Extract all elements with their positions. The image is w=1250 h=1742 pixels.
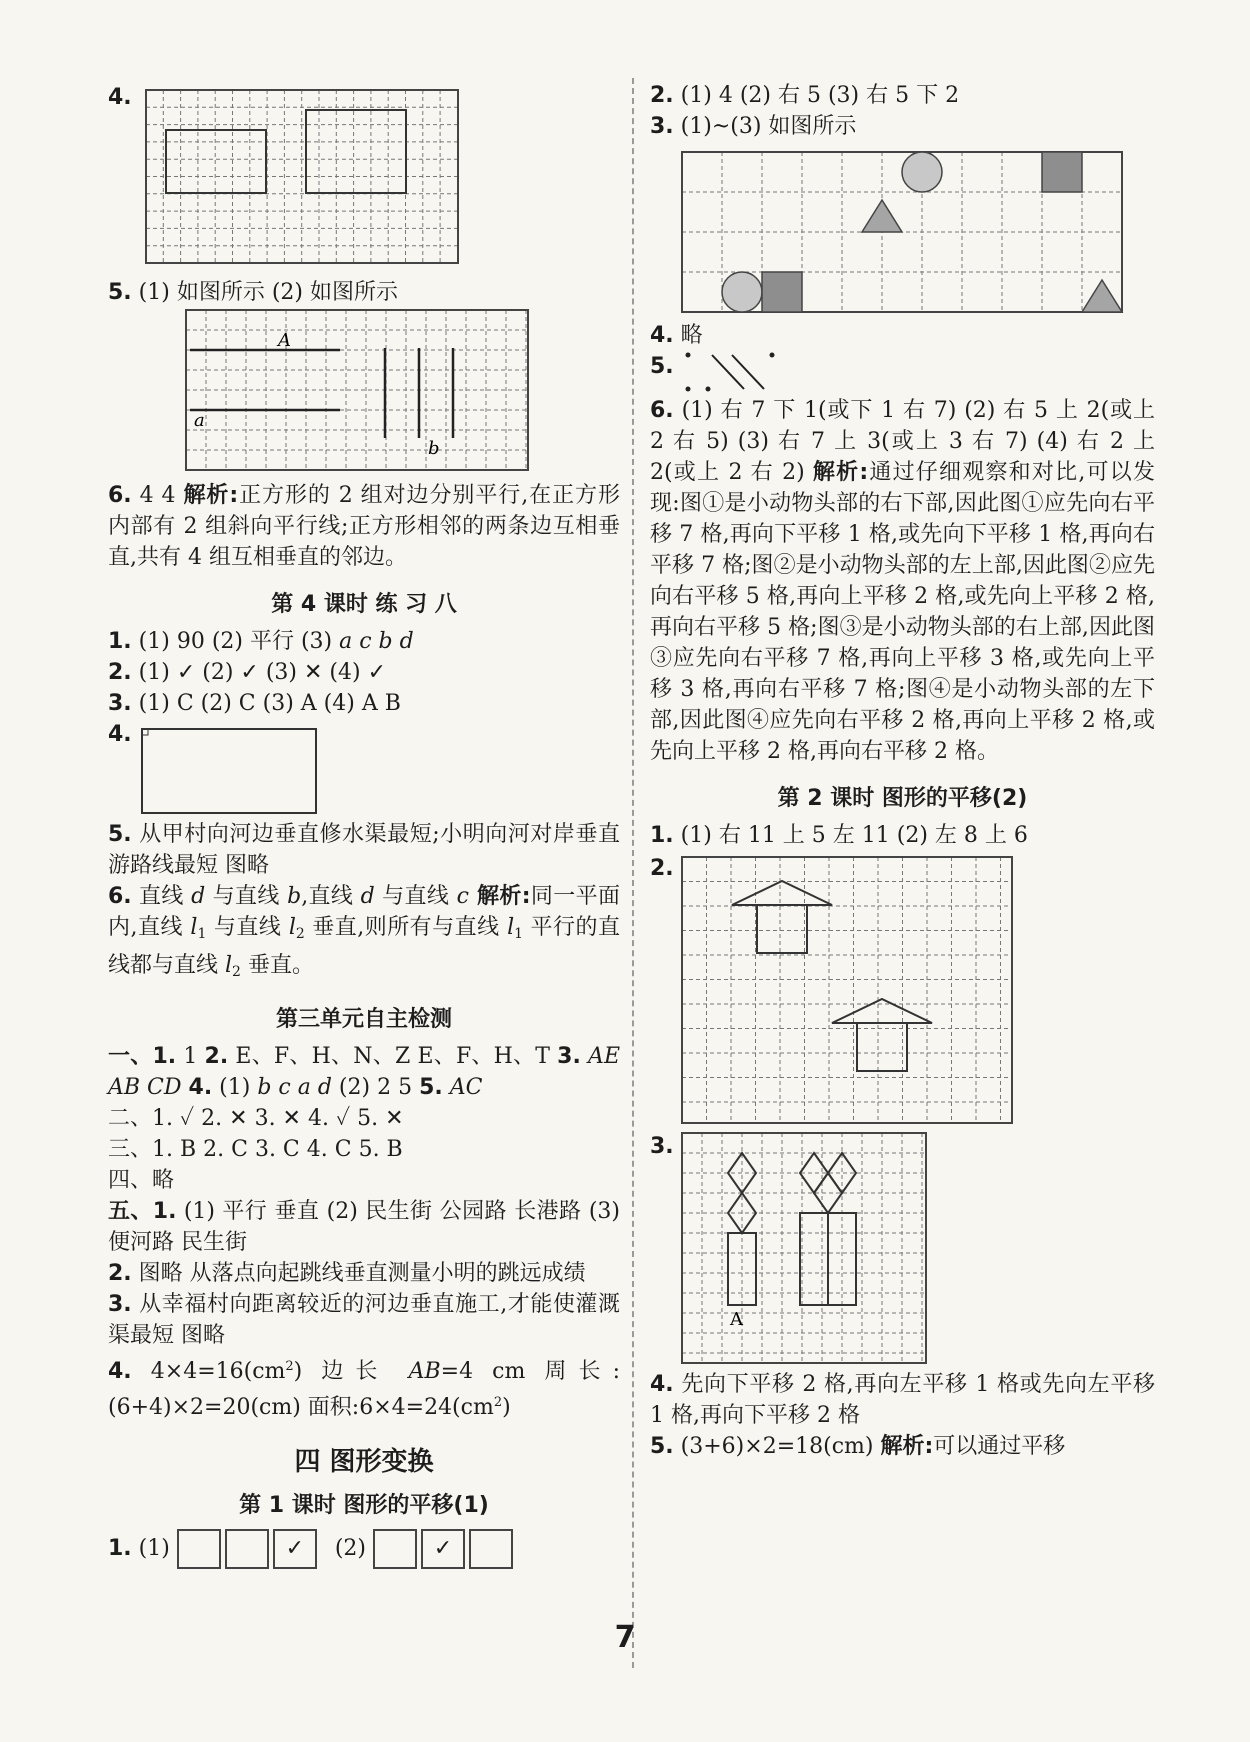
r-q3-figure	[650, 142, 1155, 320]
t: 直线	[139, 884, 192, 909]
triangle-bottom	[1082, 280, 1122, 312]
t: 从幸福村向距离较近的河边垂直施工,才能使灌溉渠最短 图略	[108, 1292, 620, 1348]
n: 5.	[419, 1075, 443, 1100]
l2-q2-num: 2.	[650, 856, 674, 881]
r-q5-num: 5.	[650, 354, 674, 379]
square-bottom	[762, 272, 802, 312]
l1-q1-part2: (2)	[334, 1536, 367, 1561]
l4-q1	[108, 626, 620, 657]
q5-line	[108, 277, 620, 308]
grid-lines	[146, 90, 458, 263]
l4-q5-text: 从甲村向河边垂直修水渠最短;小明向河对岸垂直游路线最短 图略	[108, 822, 620, 878]
t: b c a d	[257, 1075, 332, 1100]
column-divider	[632, 78, 634, 1668]
t: 与直线	[374, 884, 457, 909]
n: 2.	[108, 1261, 132, 1286]
check-icon: ✓	[433, 1536, 453, 1561]
choice-box-2	[225, 1529, 269, 1569]
t: ) 边长	[293, 1359, 409, 1384]
l4-q6	[108, 881, 620, 988]
segment-1	[712, 355, 744, 389]
r-q3	[650, 111, 1155, 142]
l2-q4-text: 先向下平移 2 格,再向左平移 1 格或先向左平移 1 格,再向下平移 2 格	[650, 1372, 1155, 1428]
t: ,直线	[301, 884, 361, 909]
l4-q5	[108, 819, 620, 881]
l1-q1	[108, 1529, 620, 1569]
l4-q2-num: 2.	[108, 660, 132, 685]
var-l: l	[225, 953, 233, 978]
lesson2-title: 第 2 课时 图形的平移(2)	[777, 786, 1028, 811]
label-A: A	[730, 1309, 743, 1330]
l4-q2-text: (1) ✓ (2) ✓ (3) ✕ (4) ✓	[138, 660, 387, 685]
choice-box-6	[469, 1529, 513, 1569]
l2-q2-figure	[650, 851, 1155, 1129]
q4-figure	[108, 80, 620, 275]
dot	[686, 387, 691, 392]
house-2-roof	[832, 999, 932, 1023]
sub: 1	[197, 926, 207, 942]
l4-q4-num: 4.	[108, 722, 132, 747]
l2-q3-num: 3.	[650, 1134, 674, 1159]
t: (1)	[212, 1075, 258, 1100]
house-1-body	[757, 905, 807, 953]
r-q5-svg	[650, 351, 1155, 395]
var-d: d	[191, 884, 206, 909]
q5-grid-svg	[108, 308, 620, 476]
q5-text: (1) 如图所示 (2) 如图所示	[138, 280, 398, 305]
n: 3.	[557, 1044, 581, 1069]
r-q4-num: 4.	[650, 323, 674, 348]
r-q6-analysis: 通过仔细观察和对比,可以发现:图①是小动物头部的右下部,因此图①应先向右平移 7 格,再向下平移 1 格,或先向下平移 1 格,再向右平移 7 格;图②是小动物头部的左上部,因此图②应先向右平移 5 格,再向上平移 2 格,或先向上平移 2 格,再向右平移 5 格;图③是小动物头部的右上部,因此图③应先向右平移 7 格,再向上平移 3 格,或先向上平移 3 格,再向右平移 7 格;图④是小动物头部的左下部,因此图④应先向右平移 2 格,再向上平移 2 格,或先向上平移 2 格,再向右平移 2 格。	[650, 460, 1155, 764]
test-part5-4	[108, 1351, 620, 1423]
grid-lines	[682, 857, 1012, 1123]
choice-box-5-checked	[421, 1529, 465, 1569]
r-q3-num: 3.	[650, 114, 674, 139]
var-l: l	[190, 915, 198, 940]
q5-num: 5.	[108, 280, 132, 305]
sup: 2	[493, 1395, 503, 1410]
t: )	[502, 1395, 511, 1420]
n: 一、1.	[108, 1044, 177, 1069]
r-q3-grid-svg	[650, 142, 1155, 320]
l4-q3-text: (1) C (2) C (3) A (4) A B	[138, 691, 401, 716]
r-q2	[650, 80, 1155, 111]
l2-q1-text: (1) 右 11 上 5 左 11 (2) 左 8 上 6	[680, 823, 1028, 848]
l2-q1	[650, 820, 1155, 851]
r-q2-num: 2.	[650, 83, 674, 108]
l2-q5-answer: (3+6)×2=18(cm)	[680, 1434, 881, 1459]
q5-figure	[108, 308, 620, 476]
segment-2	[732, 355, 764, 389]
l2-q4-num: 4.	[650, 1372, 674, 1397]
house-1-roof	[732, 881, 832, 905]
q6-num: 6.	[108, 483, 132, 508]
l4-q5-num: 5.	[108, 822, 132, 847]
t: E、F、H、N、Z E、F、H、T	[228, 1044, 558, 1069]
test-part1	[108, 1041, 620, 1103]
label-A: A	[278, 330, 291, 351]
test-part4: 四、略	[108, 1168, 175, 1193]
q6-paragraph	[108, 480, 620, 573]
dot	[770, 353, 775, 358]
q4-grid-svg	[108, 80, 620, 275]
l2-q5-num: 5.	[650, 1434, 674, 1459]
t: AE AB CD	[108, 1044, 621, 1100]
sub: 2	[295, 926, 305, 942]
test-part5-3	[108, 1289, 620, 1351]
q4-label: 4.	[108, 85, 132, 110]
r-q6-answer: (1) 右 7 下 1(或下 1 右 7) (2) 右 5 上 2(或上 2 右 5) (3) 右 7 上 3(或上 3 右 7) (4) 右 2 上 2(或上 2 右 2)	[650, 398, 1155, 485]
unit3-test-title: 第三单元自主检测	[275, 1007, 452, 1032]
t: 与直线	[206, 915, 289, 940]
l2-q5	[650, 1431, 1155, 1462]
l2-q5-analysis-label: 解析:	[880, 1434, 934, 1459]
r-q3-text: (1)~(3) 如图所示	[680, 114, 857, 139]
l1-q1-part1: (1)	[138, 1536, 170, 1561]
q6-answer: 4 4	[139, 483, 184, 508]
n: 五、1.	[108, 1199, 177, 1224]
test-part5-1	[108, 1196, 620, 1258]
t: AC	[442, 1075, 483, 1100]
l1-q1-num: 1.	[108, 1536, 132, 1561]
t: (2) 2 5	[331, 1075, 420, 1100]
l4-q4-svg	[108, 719, 620, 819]
l4-q1-vars: a c b d	[339, 629, 414, 654]
t: 平行的直线都与直线	[108, 915, 620, 978]
t: =4 cm 周长:(6+4)×2=20(cm) 面积:6×4=24(cm	[108, 1359, 621, 1420]
triangle-mid	[862, 200, 902, 232]
l4-q2	[108, 657, 620, 688]
label-a: a	[194, 410, 205, 431]
circle-bottom	[722, 272, 762, 312]
n: 4.	[108, 1359, 132, 1384]
l4-q4-figure	[108, 719, 620, 819]
r-q4-text: 略	[680, 323, 703, 348]
r-q6	[650, 395, 1155, 767]
l4-q3	[108, 688, 620, 719]
var-l: l	[507, 915, 515, 940]
var-b: b	[287, 884, 302, 909]
l2-q5-analysis: 可以通过平移	[933, 1434, 1066, 1459]
t: 4×4=16(cm	[150, 1359, 286, 1384]
t: 1	[176, 1044, 205, 1069]
var-l: l	[288, 915, 296, 940]
l4-q6-num: 6.	[108, 884, 132, 909]
shape-b-body-1	[800, 1213, 828, 1305]
q6-analysis-label: 解析:	[183, 483, 239, 508]
r-q6-num: 6.	[650, 398, 674, 423]
n: 3.	[108, 1292, 132, 1317]
l4-q6-analysis-label: 解析:	[468, 884, 531, 909]
square-top	[1042, 152, 1082, 192]
label-b: b	[428, 438, 440, 459]
q6-analysis: 正方形的 2 组对边分别平行,在正方形内部有 2 组斜向平行线;正方形相邻的两条边互相垂直,共有 4 组互相垂直的邻边。	[108, 483, 620, 570]
dot	[686, 353, 691, 358]
t: 同一平面内,直线	[108, 884, 620, 940]
l2-q3-figure	[650, 1129, 1155, 1369]
choice-box-3-checked	[273, 1529, 317, 1569]
left-column	[108, 80, 620, 1569]
rectangle-2	[306, 110, 406, 193]
var-d: d	[360, 884, 375, 909]
l2-q1-num: 1.	[650, 823, 674, 848]
grid-lines	[186, 310, 528, 470]
test-part2: 二、1. ✓ 2. ✕ 3. ✕ 4. ✓ 5. ✕	[108, 1106, 404, 1131]
lesson1-title: 第 1 课时 图形的平移(1)	[239, 1493, 489, 1518]
check-icon: ✓	[285, 1536, 305, 1561]
sub: 1	[514, 926, 524, 942]
r-q6-analysis-label: 解析:	[812, 460, 869, 485]
l2-q3-grid-svg	[650, 1129, 1155, 1369]
t: 垂直,则所有与直线	[304, 915, 508, 940]
l4-q3-num: 3.	[108, 691, 132, 716]
n: 2.	[204, 1044, 229, 1069]
test-part3: 三、1. B 2. C 3. C 4. C 5. B	[108, 1137, 403, 1162]
rectangle	[142, 729, 316, 813]
n: 4.	[188, 1075, 213, 1100]
sub: 2	[232, 964, 241, 980]
t: (1) 平行 垂直 (2) 民生街 公园路 长港路 (3) 便河路 民生街	[108, 1199, 620, 1255]
r-q2-text: (1) 4 (2) 右 5 (3) 右 5 下 2	[680, 83, 960, 108]
l4-q1-num: 1.	[108, 629, 132, 654]
l4-q1-text: (1) 90 (2) 平行 (3)	[138, 629, 340, 654]
t: 与直线	[205, 884, 288, 909]
l2-q4	[650, 1369, 1155, 1431]
lesson4-title: 第 4 课时 练 习 八	[271, 592, 457, 617]
r-q5-figure	[650, 351, 1155, 395]
t: 图略 从落点向起跳线垂直测量小明的跳远成绩	[138, 1261, 586, 1286]
house-2-body	[857, 1023, 907, 1071]
circle-top	[902, 152, 942, 192]
choice-box-1	[177, 1529, 221, 1569]
var-c: c	[456, 884, 469, 909]
page-number: 7	[614, 1620, 636, 1655]
l2-q2-grid-svg	[650, 851, 1155, 1129]
right-column	[650, 80, 1155, 1462]
var-ab: AB	[408, 1359, 441, 1384]
sup: 2	[285, 1359, 294, 1374]
t: 垂直。	[240, 953, 314, 978]
r-q4	[650, 320, 1155, 351]
test-part5-2	[108, 1258, 620, 1289]
unit4-title: 四 图形变换	[294, 1447, 434, 1477]
dot	[706, 387, 711, 392]
choice-box-4	[373, 1529, 417, 1569]
